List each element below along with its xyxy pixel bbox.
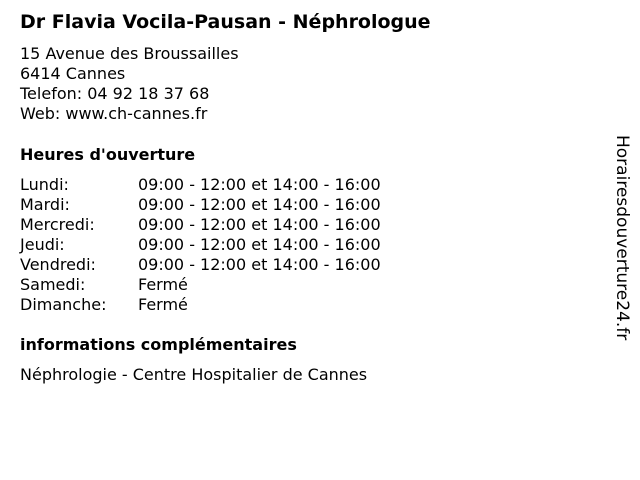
day-hours: Fermé: [138, 275, 188, 294]
day-label: Jeudi:: [20, 235, 65, 254]
watermark: Horairesdouverture24.fr: [612, 135, 632, 341]
info-heading: informations complémentaires: [20, 335, 297, 354]
page-title: Dr Flavia Vocila-Pausan - Néphrologue: [20, 11, 431, 33]
hours-row-friday: [20, 255, 440, 275]
hours-heading: Heures d'ouverture: [20, 145, 196, 164]
day-label: Samedi:: [20, 275, 86, 294]
hours-row-wednesday: [20, 215, 440, 235]
city: 6414 Cannes: [20, 64, 126, 83]
hours-row-monday: [20, 175, 440, 195]
hours-row-thursday: [20, 235, 440, 255]
day-hours: 09:00 - 12:00 et 14:00 - 16:00: [138, 175, 381, 194]
hours-row-tuesday: [20, 195, 440, 215]
day-label: Vendredi:: [20, 255, 96, 274]
day-label: Mercredi:: [20, 215, 95, 234]
day-hours: 09:00 - 12:00 et 14:00 - 16:00: [138, 235, 381, 254]
info-text: Néphrologie - Centre Hospitalier de Cannes: [20, 365, 368, 384]
phone-number: Telefon: 04 92 18 37 68: [20, 84, 210, 103]
day-hours: 09:00 - 12:00 et 14:00 - 16:00: [138, 215, 381, 234]
website: Web: www.ch-cannes.fr: [20, 104, 208, 123]
street-address: 15 Avenue des Broussailles: [20, 44, 239, 63]
hours-table: [20, 175, 440, 315]
day-label: Mardi:: [20, 195, 70, 214]
hours-row-saturday: [20, 275, 440, 295]
day-label: Dimanche:: [20, 295, 107, 314]
day-hours: 09:00 - 12:00 et 14:00 - 16:00: [138, 195, 381, 214]
hours-row-sunday: [20, 295, 440, 315]
address-block: [20, 44, 239, 124]
day-hours: 09:00 - 12:00 et 14:00 - 16:00: [138, 255, 381, 274]
day-label: Lundi:: [20, 175, 69, 194]
day-hours: Fermé: [138, 295, 188, 314]
